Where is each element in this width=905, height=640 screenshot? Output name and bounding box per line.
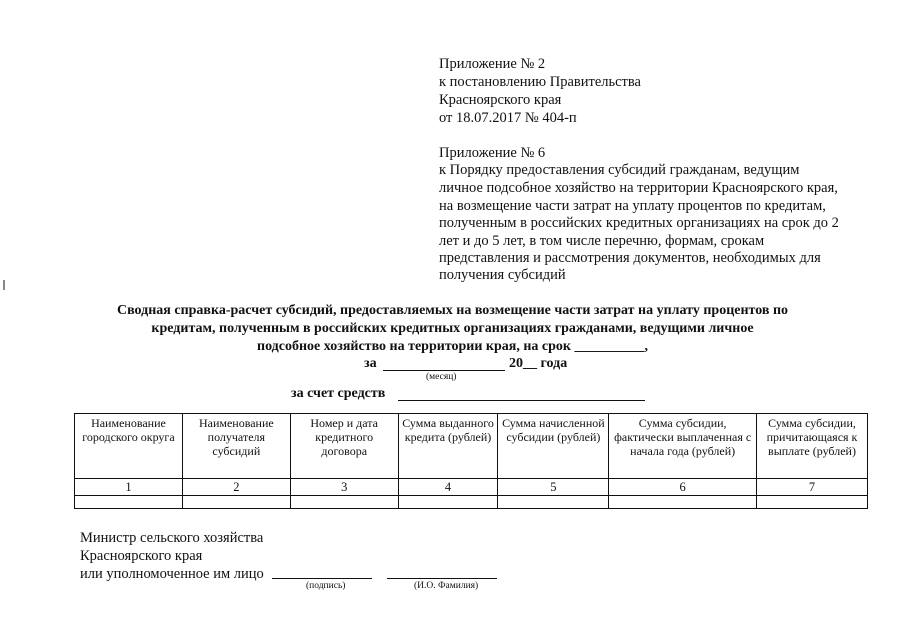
funds-label: за счет средств (291, 386, 386, 401)
table-header-cell: Сумма начисленной субсидии (рублей) (498, 414, 609, 479)
column-number: 4 (398, 479, 498, 496)
appendix-line: Приложение № 2 (439, 56, 546, 72)
appendix-line: Красноярского края (439, 92, 562, 108)
signature-blank (272, 578, 372, 579)
table-header-cell: Сумма выданного кредита (рублей) (398, 414, 498, 479)
table-header-cell: Наименование городского округа (75, 414, 183, 479)
table-blank-row (75, 496, 868, 509)
sub-appendix-line: получения субсидий (439, 267, 566, 283)
column-number: 6 (609, 479, 757, 496)
month-blank (383, 370, 505, 371)
column-number: 7 (757, 479, 868, 496)
scan-margin-mark (3, 280, 5, 290)
table-header-cell: Наименование получателя субсидий (182, 414, 290, 479)
funds-blank (398, 400, 645, 401)
name-hint: (И.О. Фамилия) (414, 581, 479, 591)
sub-appendix-line: к Порядку предоставления субсидий гражданам, ведущим (439, 162, 800, 178)
sub-appendix-line: Приложение № 6 (439, 145, 546, 161)
table-cell (398, 496, 498, 509)
title-line-2: кредитам, полученным в российских кредитных организациях гражданами, ведущими личное (151, 321, 754, 336)
table-header-cell: Сумма субсидии, причитающаяся к выплате (рублей) (757, 414, 868, 479)
sub-appendix-line: полученным в российских кредитных организациях на срок до 2 (439, 215, 839, 231)
period-prefix: за (364, 356, 377, 371)
table-cell (182, 496, 290, 509)
name-blank (387, 578, 497, 579)
table-header-cell: Номер и дата кредитного договора (290, 414, 398, 479)
table-cell (609, 496, 757, 509)
column-number: 2 (182, 479, 290, 496)
table-cell (75, 496, 183, 509)
column-number: 5 (498, 479, 609, 496)
sub-appendix-line: на возмещение части затрат на уплату процентов по кредитам, (439, 198, 826, 214)
table-cell (290, 496, 398, 509)
title-line-3: подсобное хозяйство на территории края, на срок __________, (257, 339, 648, 354)
month-hint: (месяц) (426, 372, 457, 382)
sign-hint: (подпись) (306, 581, 346, 591)
sub-appendix-line: лет и до 5 лет, в том числе перечню, формам, срокам (439, 233, 765, 249)
column-number: 3 (290, 479, 398, 496)
signature-line-1: Министр сельского хозяйства (80, 530, 264, 546)
subsidy-table (74, 413, 868, 509)
appendix-line: от 18.07.2017 № 404-п (439, 110, 577, 126)
sub-appendix-line: представления и рассмотрения документов, необходимых для (439, 250, 821, 266)
table-cell (498, 496, 609, 509)
appendix-line: к постановлению Правительства (439, 74, 641, 90)
column-number: 1 (75, 479, 183, 496)
signature-line-2: Красноярского края (80, 548, 203, 564)
signature-line-3: или уполномоченное им лицо (80, 566, 264, 582)
period-year: 20__ года (509, 356, 568, 371)
sub-appendix-line: личное подсобное хозяйство на территории Красноярского края, (439, 180, 838, 196)
table-cell (757, 496, 868, 509)
table-header-cell: Сумма субсидии, фактически выплаченная с начала года (рублей) (609, 414, 757, 479)
table-number-row (75, 479, 868, 496)
title-line-1: Сводная справка-расчет субсидий, предоставляемых на возмещение части затрат на уплату процентов по (116, 303, 789, 318)
table-header-row (75, 414, 868, 479)
